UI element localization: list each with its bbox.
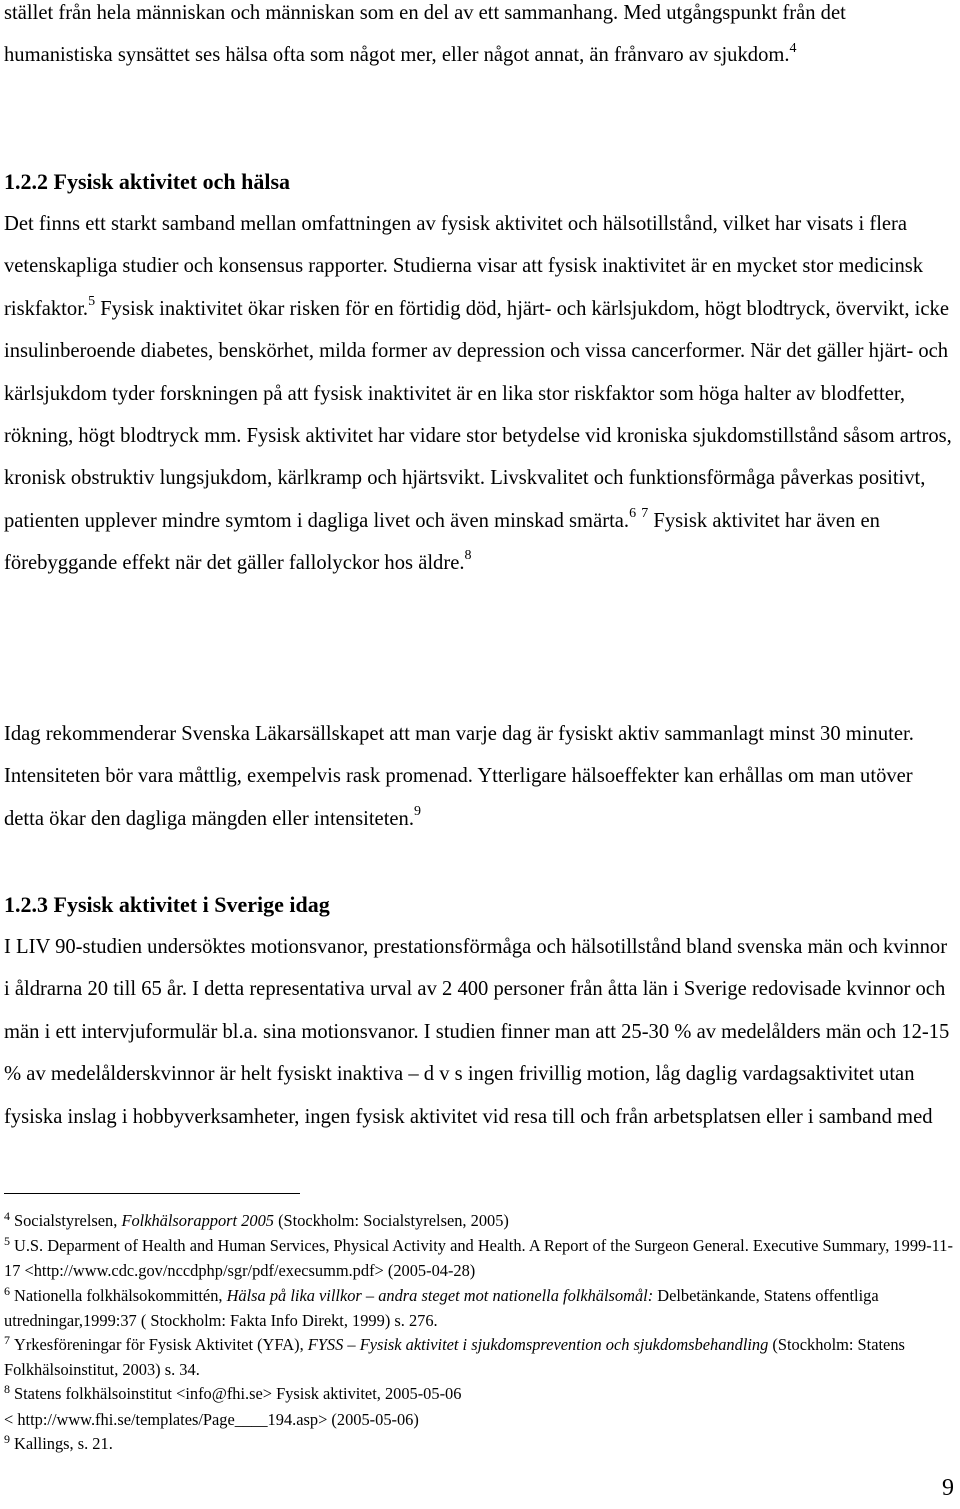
footnote-continuation	[4, 1408, 956, 1432]
italic-title: FYSS – Fysisk aktivitet i sjukdomsprevention och sjukdomsbehandling	[307, 1335, 769, 1355]
text-run: (Stockholm: Socialstyrelsen, 2005)	[273, 1211, 509, 1230]
footnote	[4, 1382, 956, 1407]
footnotes	[4, 1209, 956, 1457]
recommendation-paragraph	[4, 713, 956, 840]
text-run: Socialstyrelsen,	[14, 1211, 122, 1230]
text-run: Det finns ett starkt samband mellan omfattningen av fysisk aktivitet och hälsotillstånd, vilket har visats i flera vetenskapliga studier och konsensus rapporter. Studierna visar att fysisk inaktivitet är en mycket stor medicinsk riskfaktor.	[4, 213, 924, 320]
footnote-ref: 5	[88, 293, 96, 309]
footnote-ref: 9	[414, 803, 422, 819]
footnote-separator	[4, 1193, 300, 1194]
footnote-number: 4	[4, 1209, 10, 1223]
text-run: Nationella folkhälsokommittén,	[14, 1285, 227, 1305]
text-run: < http://www.fhi.se/templates/Page____194.asp> (2005-05-06)	[4, 1409, 419, 1429]
footnote-number: 5	[4, 1234, 10, 1249]
text-run: Statens folkhälsoinstitut <info@fhi.se> Fysisk aktivitet, 2005-05-06	[14, 1384, 462, 1404]
section-1-2-2	[4, 161, 956, 585]
italic-title: Hälsa på lika villkor – andra steget mot nationella folkhälsomål:	[226, 1285, 654, 1305]
footnote	[4, 1432, 956, 1457]
footnote-ref: 4	[789, 40, 797, 56]
section-1-2-3	[4, 884, 956, 1138]
footnote	[4, 1333, 956, 1382]
footnote-ref: 6	[629, 505, 637, 521]
footnote	[4, 1284, 956, 1333]
text-run: Yrkesföreningar för Fysisk Aktivitet (YFA),	[14, 1335, 308, 1355]
text-run: U.S. Deparment of Health and Human Services, Physical Activity and Health. A Report of the Surgeon General. Executive Summary, 1999-11-17 <http://www.cdc.gov/nccdphp/sgr/pdf/execsumm.pdf> (2005-04-28)	[4, 1236, 953, 1281]
section-heading: 1.2.3 Fysisk aktivitet i Sverige idag	[4, 892, 330, 917]
italic-title: Folkhälsorapport 2005	[121, 1211, 274, 1230]
text-run: Kallings, s. 21.	[14, 1433, 113, 1453]
footnote-number: 6	[4, 1283, 10, 1298]
intro-paragraph	[4, 0, 956, 77]
text-run: (Stockholm: Statens Folkhälsoinstitut, 2003) s. 34.	[4, 1335, 905, 1380]
text-run: Delbetänkande, Statens offentliga utredningar,1999:37 ( Stockholm: Fakta Info Direkt, 1999) s. 276.	[4, 1285, 879, 1330]
footnote-number: 9	[4, 1431, 10, 1446]
footnote	[4, 1209, 956, 1234]
section-heading: 1.2.2 Fysisk aktivitet och hälsa	[4, 169, 291, 194]
intro-text: stället från hela människan och människan som en del av ett sammanhang. Med utgångspunkt från det humanistiska synsättet ses hälsa ofta som något mer, eller något annat, än frånvaro av sjukdom.	[4, 2, 846, 67]
footnote-number: 7	[4, 1333, 10, 1348]
footnote-ref: 7	[641, 505, 649, 521]
section-paragraph	[4, 203, 956, 585]
footnote	[4, 1234, 956, 1283]
footnote-number: 8	[4, 1382, 10, 1397]
page-number: 9	[942, 1475, 954, 1501]
text-run: Fysisk aktivitet har även en förebyggande effekt när det gäller fallolyckor hos äldre.	[4, 509, 880, 575]
text-run: Fysisk inaktivitet ökar risken för en förtidig död, hjärt- och kärlsjukdom, högt blodtryck, övervikt, icke insulinberoende diabetes, benskörhet, milda former av depression och vissa cancerformer. När det gäller hjärt- och kärlsjukdom tyder forskningen på att fysisk inaktivitet är en lika stor riskfaktor som höga halter av blodfetter, rökning, högt blodtryck mm. Fysisk aktivitet har vidare stor betydelse vid kroniska sjukdomstillstånd såsom artros, kronisk obstruktiv lungsjukdom, kärlkramp och hjärtsvikt. Livskvalitet och funktionsförmåga påverkas positivt, patienten upplever mindre symtom i dagliga livet och även minskad smärta.	[4, 297, 952, 532]
section-paragraph: I LIV 90-studien undersöktes motionsvanor, prestationsförmåga och hälsotillstånd bland svenska män och kvinnor i åldrarna 20 till 65 år. I detta representativa urval av 2 400 personer från åtta län i Sverige redovisade kvinnor och män i ett intervjuformulär bl.a. sina motionsvanor. I studien finner man att 25-30 % av medelålders män och 12-15 % av medelålderskvinnor är helt fysiskt inaktiva – d v s ingen frivillig motion, låg daglig vardagsaktivitet utan fysiska inslag i hobbyverksamheter, ingen fysisk aktivitet vid resa till och från arbetsplatsen eller i samband med	[4, 936, 950, 1128]
footnote-ref: 8	[464, 548, 472, 564]
text-run: Idag rekommenderar Svenska Läkarsällskapet att man varje dag är fysiskt aktiv sammanlagt minst 30 minuter. Intensiteten bör vara måttlig, exempelvis rask promenad. Ytterligare hälsoeffekter kan erhållas om man utöver detta ökar den dagliga mängden eller intensiteten.	[4, 723, 914, 830]
